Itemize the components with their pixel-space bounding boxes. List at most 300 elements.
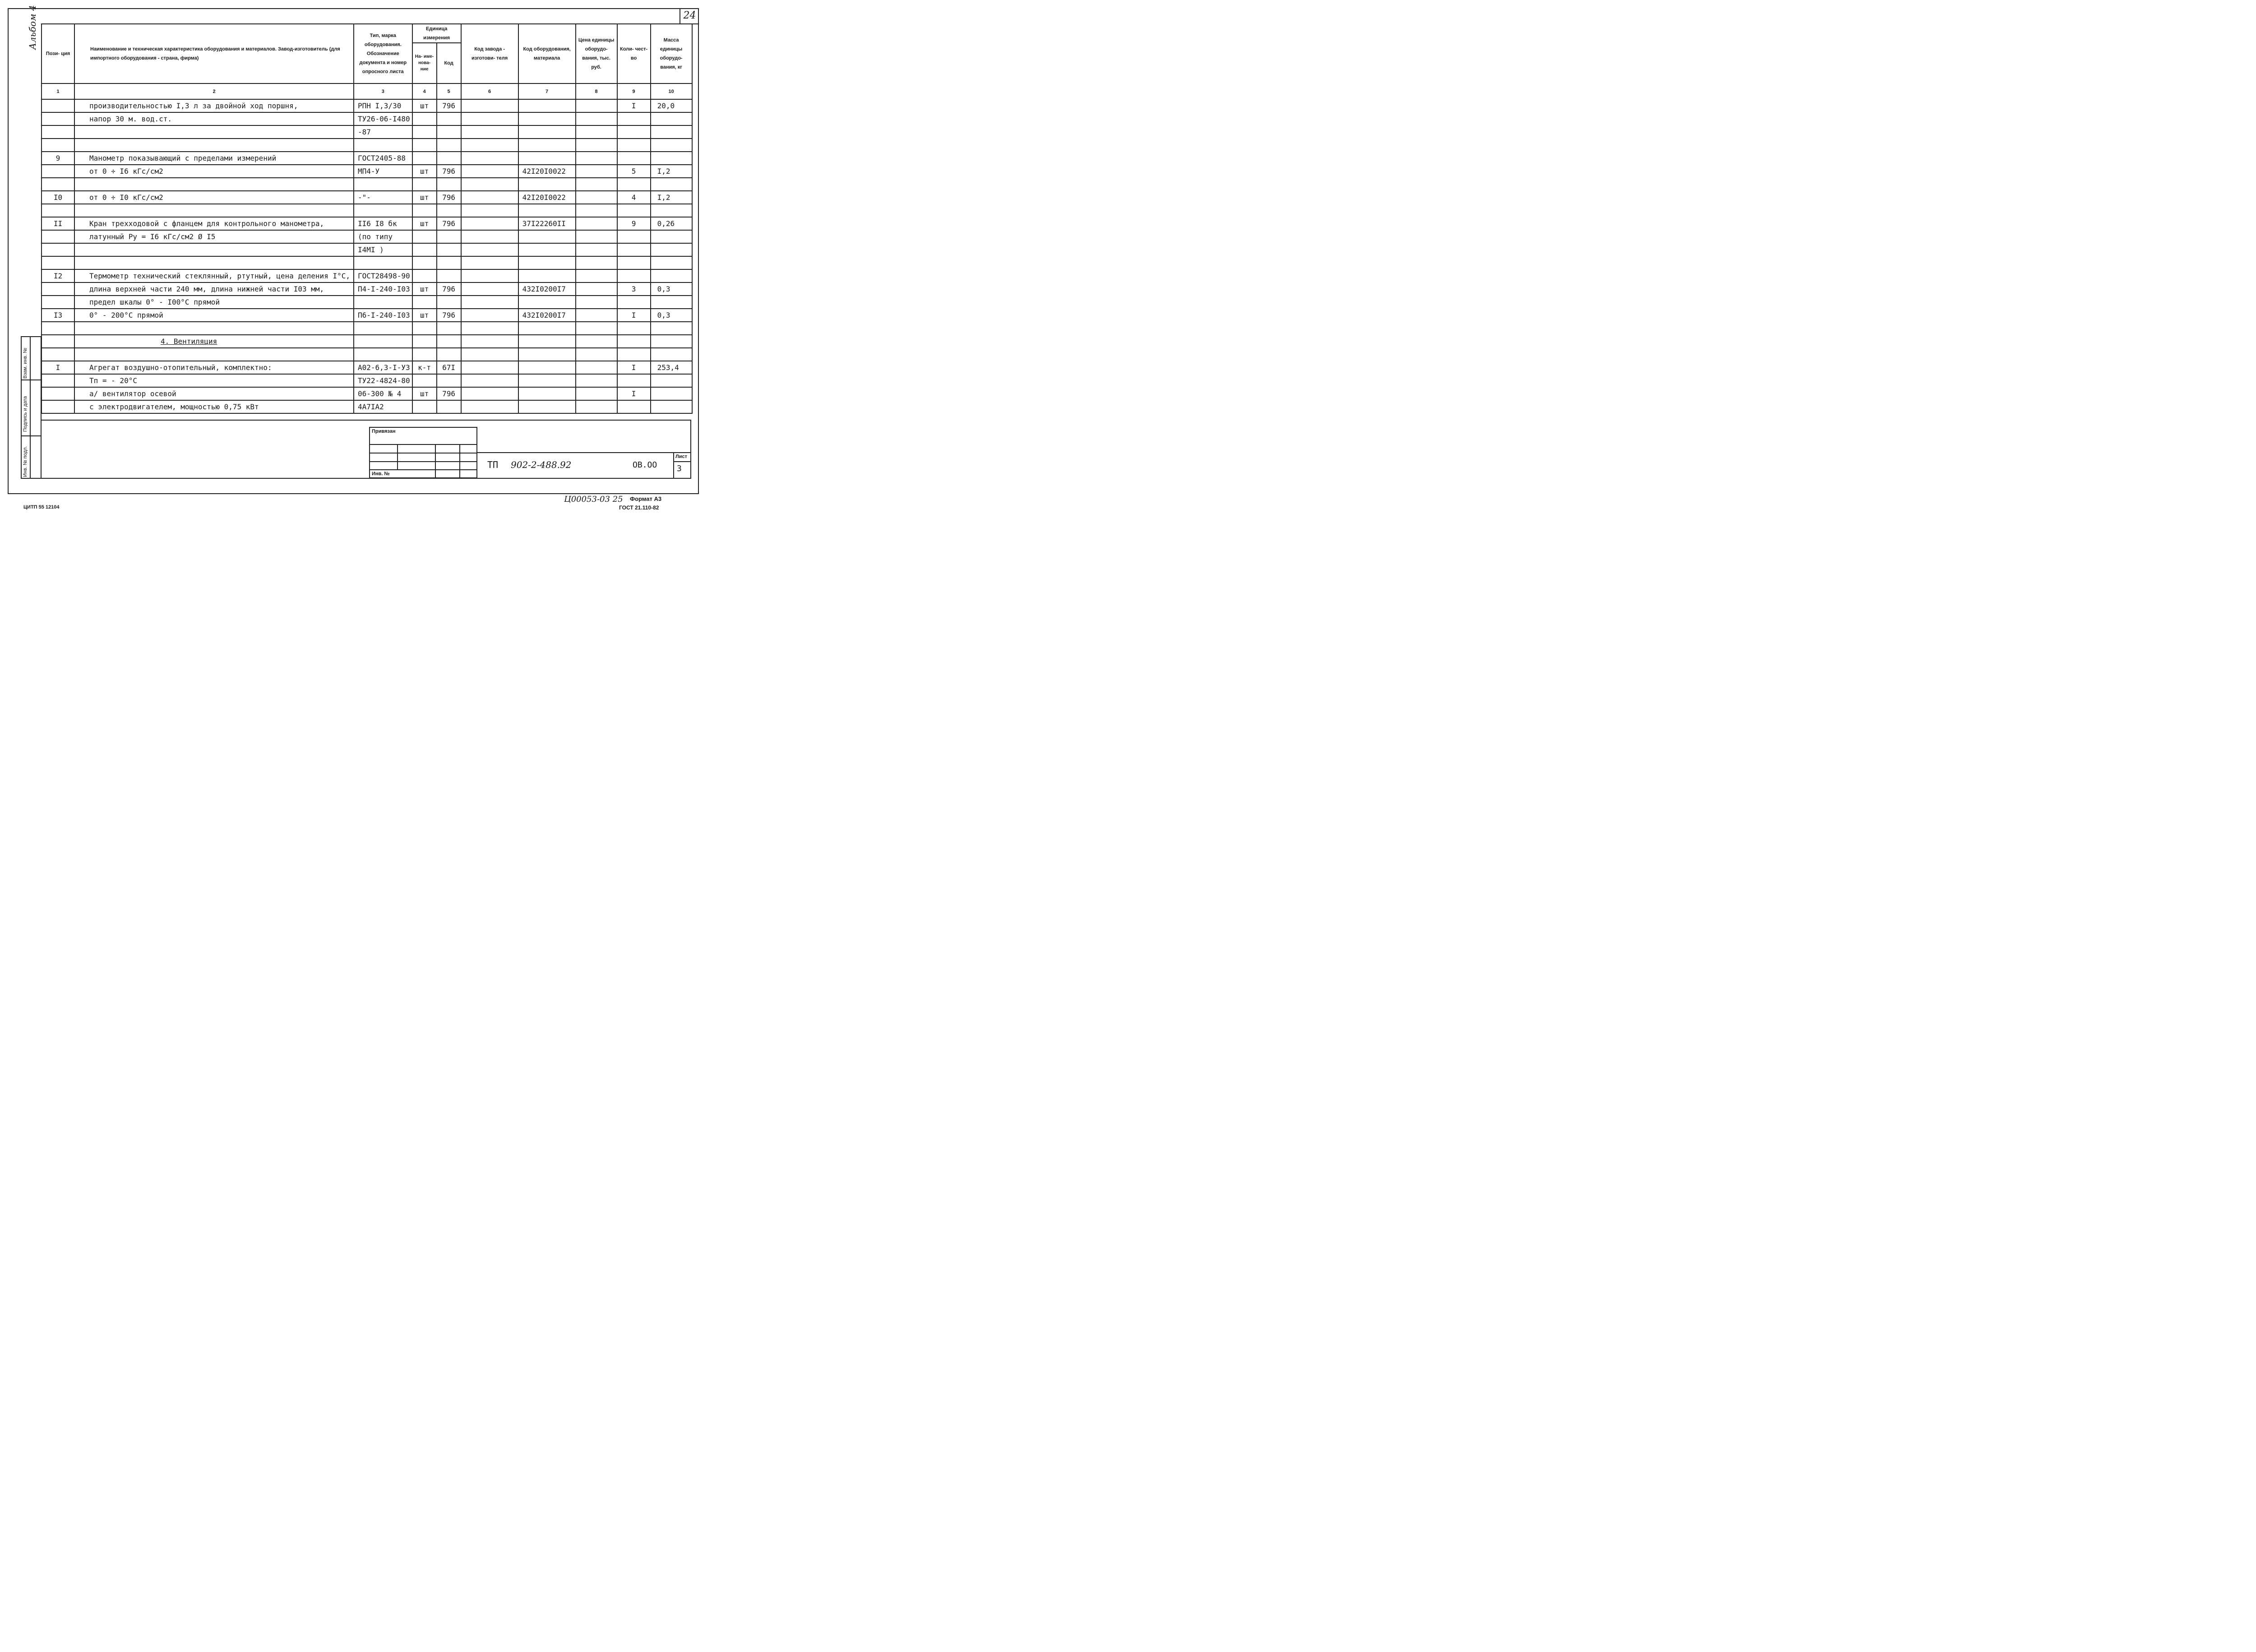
table-cell [461,374,518,387]
table-cell [617,322,651,335]
table-cell [651,230,692,243]
table-cell [412,230,437,243]
table-cell [461,204,518,217]
table-cell: 796 [437,99,461,112]
header-position: Пози- ция [42,24,74,83]
table-cell [576,256,617,269]
table-cell [461,178,518,191]
table-cell [437,152,461,165]
table-cell [651,243,692,256]
table-cell [42,230,74,243]
table-cell [461,191,518,204]
table-cell [74,348,354,361]
table-cell [42,165,74,178]
table-cell: шт [412,165,437,178]
table-row [42,256,692,269]
table-cell [518,99,576,112]
table-cell: предел шкалы 0° - I00°С прямой [74,296,354,309]
table-cell [617,400,651,413]
table-cell: 796 [437,217,461,230]
table-cell [576,112,617,125]
table-cell [42,400,74,413]
table-row [42,296,692,309]
table-cell [651,348,692,361]
table-cell [354,348,412,361]
side-label-replace-inv: Взам. инв. № [23,347,28,379]
table-cell: МП4-У [354,165,412,178]
table-cell [576,387,617,400]
table-cell [42,296,74,309]
table-cell: 67I [437,361,461,374]
table-cell [576,400,617,413]
table-cell: шт [412,387,437,400]
table-cell: I [617,361,651,374]
header-maker-code: Код завода - изготови- теля [461,24,518,83]
table-cell [651,152,692,165]
table-cell: ТУ22-4824-80 [354,374,412,387]
table-cell: от 0 ÷ I0 кГс/см2 [74,191,354,204]
table-cell [42,125,74,139]
table-cell [74,139,354,152]
table-cell [518,139,576,152]
table-cell [461,269,518,282]
table-cell [42,335,74,348]
table-cell [617,256,651,269]
table-row [42,204,692,217]
table-cell [354,139,412,152]
table-cell: П4-I-240-I03 [354,282,412,296]
table-cell [461,243,518,256]
table-cell: 796 [437,191,461,204]
table-cell [42,112,74,125]
table-cell [518,125,576,139]
table-cell [42,243,74,256]
table-row [42,335,692,348]
table-cell: А02-6,3-I-У3 [354,361,412,374]
doc-mark: ОВ.ОО [633,460,657,470]
table-cell: ГОСТ28498-90 [354,269,412,282]
album-label: Альбом 4 [27,5,38,50]
table-cell [461,125,518,139]
table-row [42,125,692,139]
table-row [42,99,692,112]
table-cell: 9 [42,152,74,165]
table-cell: Термометр технический стеклянный, ртутный, цена деления I°С, [74,269,354,282]
table-cell: 432I0200I7 [518,282,576,296]
table-cell [576,230,617,243]
col-number: 1 [42,83,74,99]
table-cell: 42I20I0022 [518,191,576,204]
doc-number: 902-2-488.92 [511,459,572,470]
col-number: 6 [461,83,518,99]
table-cell [518,243,576,256]
table-cell [437,112,461,125]
col-number: 5 [437,83,461,99]
table-cell [518,269,576,282]
table-cell [651,204,692,217]
table-row [42,191,692,204]
table-cell [651,374,692,387]
table-cell [461,335,518,348]
table-cell: 37I22260II [518,217,576,230]
table-cell [412,204,437,217]
table-cell: 4А7IА2 [354,400,412,413]
table-cell: Tп = - 20°С [74,374,354,387]
table-row [42,387,692,400]
table-cell [461,230,518,243]
table-cell: 20,0 [651,99,692,112]
table-cell [651,256,692,269]
table-cell [461,296,518,309]
table-row [42,230,692,243]
table-cell [576,139,617,152]
table-cell: 0,26 [651,217,692,230]
table-cell [518,204,576,217]
table-cell: 796 [437,165,461,178]
table-cell [412,152,437,165]
header-name: Наименование и техническая характеристика оборудования и материалов. Завод-изготовитель (для импортного оборудования - страна, фирма) [74,24,354,83]
table-cell [42,322,74,335]
table-cell [461,217,518,230]
table-cell [412,400,437,413]
table-cell [518,400,576,413]
title-block [41,420,691,479]
table-cell: II [42,217,74,230]
table-cell [412,269,437,282]
table-cell [461,348,518,361]
table-cell [617,374,651,387]
side-label-inv-orig: Инв. № подл. [23,446,28,477]
table-cell [461,322,518,335]
table-cell [461,112,518,125]
header-type: Тип, марка оборудования. Обозначение документа и номер опросного листа [354,24,412,83]
table-cell [437,256,461,269]
format-label: Формат А3 [630,495,662,502]
table-cell [74,322,354,335]
table-cell: ТУ26-06-I480 [354,112,412,125]
table-cell [354,322,412,335]
table-cell [576,204,617,217]
table-cell: шт [412,309,437,322]
table-row [42,322,692,335]
table-cell [518,387,576,400]
table-cell [437,374,461,387]
table-cell [617,243,651,256]
table-cell: Агрегат воздушно-отопительный, комплектно: [74,361,354,374]
table-row [42,269,692,282]
sheet-label: Лист [675,454,687,459]
table-cell: от 0 ÷ I6 кГс/см2 [74,165,354,178]
table-cell: шт [412,282,437,296]
table-cell: 796 [437,387,461,400]
table-cell [576,322,617,335]
table-cell [576,152,617,165]
table-cell [412,374,437,387]
table-cell [42,204,74,217]
table-cell [651,387,692,400]
specification-table [41,23,693,414]
table-cell [576,191,617,204]
table-cell [412,112,437,125]
table-cell [412,125,437,139]
table-cell [617,296,651,309]
table-cell [412,139,437,152]
table-cell [518,374,576,387]
table-cell [437,139,461,152]
table-cell [437,400,461,413]
table-cell [412,335,437,348]
table-cell: ГОСТ2405-88 [354,152,412,165]
table-cell: 5 [617,165,651,178]
col-number: 2 [74,83,354,99]
table-cell: шт [412,99,437,112]
bind-label: Привязан [372,429,396,434]
table-cell [412,243,437,256]
table-cell [437,204,461,217]
table-cell: РПН I,3/30 [354,99,412,112]
table-cell [651,139,692,152]
table-cell [412,322,437,335]
table-cell [354,296,412,309]
table-cell [518,178,576,191]
header-unit-code: Код [437,43,461,83]
table-cell: П6-I-240-I03 [354,309,412,322]
table-cell: длина верхней части 240 мм, длина нижней части I03 мм, [74,282,354,296]
table-cell [617,204,651,217]
table-row [42,361,692,374]
table-cell [461,139,518,152]
table-cell [617,152,651,165]
table-cell [412,296,437,309]
table-cell: (по типу [354,230,412,243]
table-cell: I [42,361,74,374]
gost-label: ГОСТ 21.110-82 [619,504,659,511]
table-cell: I,2 [651,165,692,178]
header-price: Цена единицы оборудо- вания, тыс. руб. [576,24,617,83]
table-cell [412,256,437,269]
col-number: 4 [412,83,437,99]
table-cell: I [617,387,651,400]
table-cell: 0° - 200°С прямой [74,309,354,322]
table-cell: 06-300 № 4 [354,387,412,400]
table-cell: 253,4 [651,361,692,374]
table-cell [42,256,74,269]
table-cell [576,269,617,282]
table-cell [518,152,576,165]
citp-label: ЦИТП 55 12104 [23,504,60,510]
table-cell: 4. Вентиляция [74,335,354,348]
table-cell: Манометр показывающий с пределами измерений [74,152,354,165]
table-row [42,374,692,387]
table-cell: 432I0200I7 [518,309,576,322]
table-row [42,243,692,256]
table-cell: I [617,309,651,322]
table-cell: I,2 [651,191,692,204]
table-cell [74,204,354,217]
table-cell [461,165,518,178]
table-cell [437,125,461,139]
table-cell [651,322,692,335]
table-cell [617,112,651,125]
table-cell [461,256,518,269]
sheet-number: 3 [677,464,682,473]
table-cell: I4МI ) [354,243,412,256]
table-cell [617,335,651,348]
table-cell [518,296,576,309]
table-row [42,112,692,125]
table-cell: I3 [42,309,74,322]
table-cell [576,335,617,348]
table-cell [42,348,74,361]
table-cell [42,282,74,296]
table-cell [651,269,692,282]
table-cell [437,348,461,361]
table-cell [74,178,354,191]
table-cell [617,269,651,282]
table-cell [617,139,651,152]
table-cell [437,269,461,282]
table-cell: -"- [354,191,412,204]
table-cell [42,178,74,191]
header-row [42,24,692,43]
table-cell [651,112,692,125]
table-cell [412,178,437,191]
table-cell [74,243,354,256]
table-cell [42,99,74,112]
table-cell [354,335,412,348]
table-cell [576,243,617,256]
table-cell [42,387,74,400]
table-cell [518,322,576,335]
table-cell [576,217,617,230]
table-cell [576,282,617,296]
table-cell [651,400,692,413]
header-mass: Масса единицы оборудо- вания, кг [651,24,692,83]
table-cell [617,178,651,191]
table-cell [518,335,576,348]
table-cell [437,335,461,348]
table-cell [576,309,617,322]
table-cell [74,125,354,139]
table-cell [461,282,518,296]
table-cell: шт [412,191,437,204]
table-cell: 3 [617,282,651,296]
table-cell: I [617,99,651,112]
table-cell: I2 [42,269,74,282]
table-cell [576,178,617,191]
table-cell [617,125,651,139]
header-equip-code: Код оборудования, материала [518,24,576,83]
side-label-sign-date: Подпись и дата [23,396,28,432]
table-cell [437,230,461,243]
header-unit: Единица измерения [412,24,461,43]
table-cell [461,152,518,165]
table-cell [576,361,617,374]
doc-prefix: ТП [487,459,499,470]
table-cell: латунный Ру = I6 кГс/см2 Ø I5 [74,230,354,243]
table-cell [74,256,354,269]
table-cell [42,374,74,387]
table-cell [42,139,74,152]
col-number: 7 [518,83,576,99]
table-cell [518,348,576,361]
table-cell [651,178,692,191]
table-cell [576,165,617,178]
table-cell [354,204,412,217]
table-cell [437,178,461,191]
table-cell: к-т [412,361,437,374]
table-row [42,400,692,413]
table-row [42,282,692,296]
table-row [42,348,692,361]
table-cell: 796 [437,309,461,322]
header-quantity: Коли- чест- во [617,24,651,83]
table-row [42,309,692,322]
table-cell [576,125,617,139]
sheet-corner-number: 24 [680,8,699,24]
table-cell [518,230,576,243]
table-row [42,139,692,152]
table-cell [617,230,651,243]
table-cell: Кран трехходовой с фланцем для контрольного манометра, [74,217,354,230]
table-cell [461,99,518,112]
table-cell [576,99,617,112]
table-cell: с электродвигателем, мощностью 0,75 кВт [74,400,354,413]
table-cell: 4 [617,191,651,204]
table-cell: 0,3 [651,282,692,296]
table-cell [461,309,518,322]
inv-label: Инв. № [372,471,390,477]
table-cell: шт [412,217,437,230]
table-cell: а/ вентилятор осевой [74,387,354,400]
table-cell [461,361,518,374]
table-cell: -87 [354,125,412,139]
table-cell [518,112,576,125]
table-cell [354,256,412,269]
table-cell [518,361,576,374]
table-cell: 9 [617,217,651,230]
table-cell [461,387,518,400]
table-cell: II6 I8 бк [354,217,412,230]
table-row [42,152,692,165]
table-cell: 42I20I0022 [518,165,576,178]
table-cell [651,125,692,139]
archive-number: Ц00053-03 25 [564,495,623,504]
table-cell [437,322,461,335]
table-cell [518,256,576,269]
table-cell [437,296,461,309]
column-number-row [42,83,692,99]
col-number: 8 [576,83,617,99]
table-cell: 796 [437,282,461,296]
table-cell [617,348,651,361]
col-number: 9 [617,83,651,99]
table-cell [437,243,461,256]
table-cell [576,348,617,361]
table-row [42,217,692,230]
side-approval-block [21,336,42,479]
table-cell: производительностью I,3 л за двойной ход поршня, [74,99,354,112]
table-cell [576,374,617,387]
table-row [42,178,692,191]
col-number: 10 [651,83,692,99]
table-cell [651,296,692,309]
table-cell [354,178,412,191]
table-cell [461,400,518,413]
col-number: 3 [354,83,412,99]
table-cell: 0,3 [651,309,692,322]
table-cell: I0 [42,191,74,204]
